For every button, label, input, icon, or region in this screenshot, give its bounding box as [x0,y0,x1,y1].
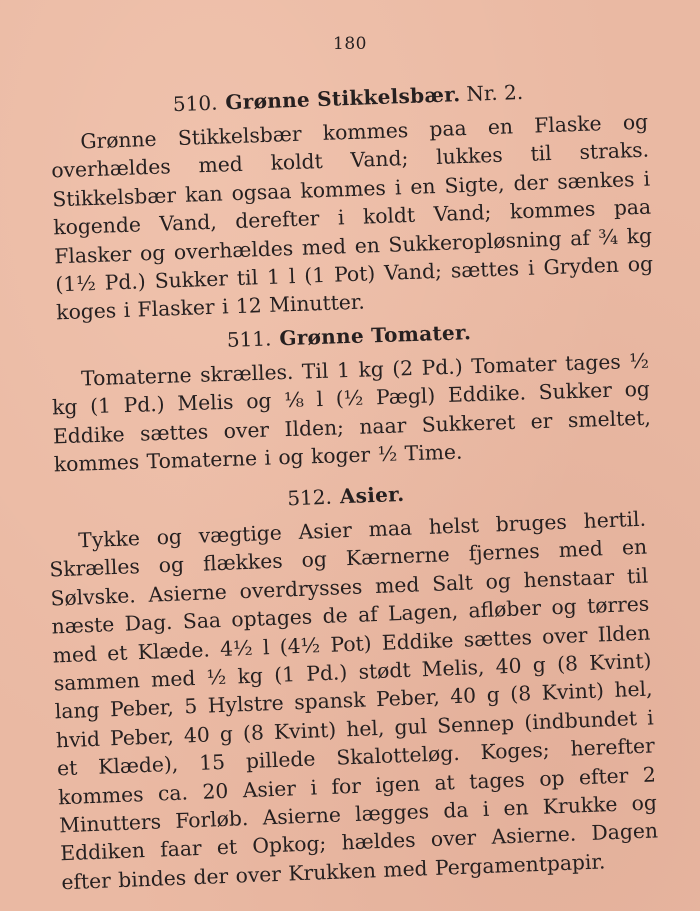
recipe-512 [0,471,700,899]
recipe-suffix: Nr. 2. [466,79,524,106]
recipe-paragraph: Tomaterne skrælles. Til 1 kg (2 Pd.) Tomater tages ½ kg (1 Pd.) Melis og ⅛ l (½ Pægl) Eddike. Sukker og Eddike sættes over Ilden; naar Sukkeret er smeltet, kommes Tomaterne i og koger ½ Time. [51,348,652,477]
recipe-paragraph: Grønne Stikkelsbær kommes paa en Flaske og overhældes med koldt Vand; lukkes til straks. Stikkelsbær kan ogsaa kommes i en Sigte, der sænkes i kogende Vand, derefter i koldt Vand; kommes paa Flasker og overhældes med en Sukkeropløsning af ¾ kg (1½ Pd.) Sukker til 1 l (1 Pot) Vand; sættes i Gryden og koges i Flasker i 12 Minutter. [50,109,654,325]
recipe-name: Asier. [339,481,405,509]
recipe-number: 511. [226,326,272,352]
recipe-name: Grønne Stikkelsbær. [225,82,461,115]
recipe-510 [0,74,700,329]
recipe-511 [0,313,700,481]
recipe-paragraph: Tykke og vægtige Asier maa helst bruges hertil. Skrælles og flækkes og Kærnerne fjernes med en Sølvske. Asierne overdrysses med Salt og henstaar til næste Dag. Saa optages de af Lagen, afløber og tørres med et Klæde. 4½ l (4½ Pot) Eddike sættes over Ilden sammen med ½ kg (1 Pd.) stødt Melis, 40 g (8 Kvint) lang Peber, 5 Hylstre spansk Peber, 40 g (8 Kvint) hel, hvid Peber, 40 g (8 Kvint) hel, gul Sennep (indbundet i et Klæde), 15 pillede Skalotteløg. Koges; herefter kommes ca. 20 Asier i for igen at tages op efter 2 Minutters Forløb. Asierne lægges da i en Krukke og Eddiken faar et Opkog; hældes over Asierne. Dagen efter bindes der over Krukken med Pergamentpapir. [48,506,659,895]
recipe-text [50,108,655,328]
recipe-text [51,347,652,479]
recipe-text [48,505,660,897]
page-number: 180 [333,34,367,54]
recipe-number: 512. [286,484,333,511]
recipe-number: 510. [172,90,218,117]
recipe-name: Grønne Tomater. [278,320,472,351]
